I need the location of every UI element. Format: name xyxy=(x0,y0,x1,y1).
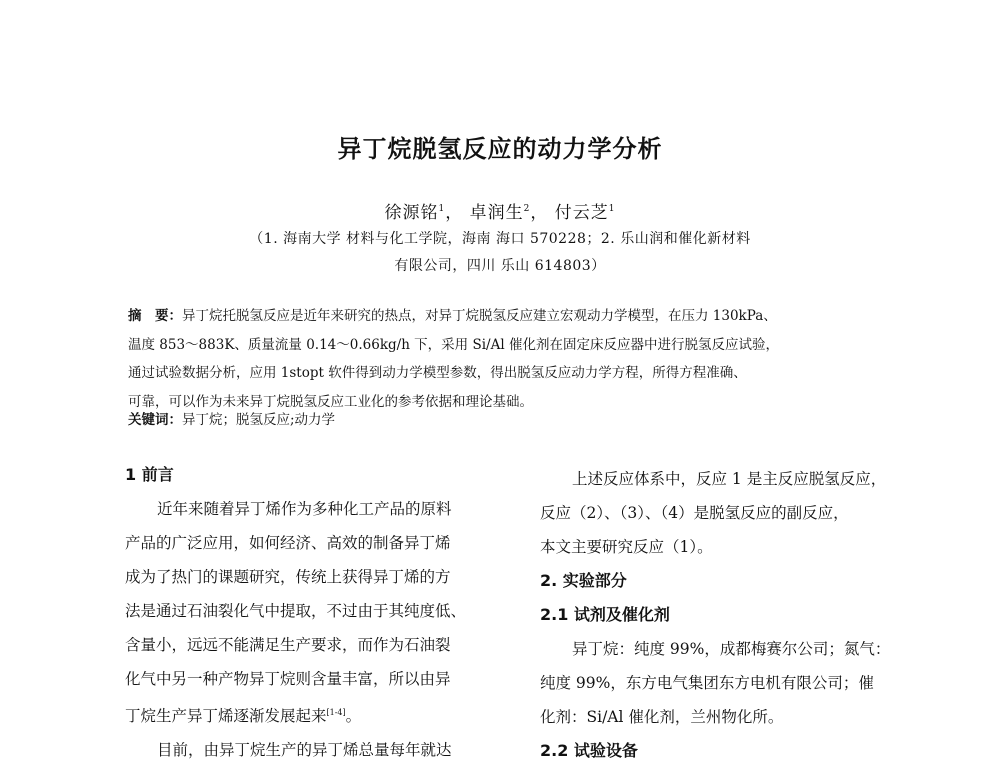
body-line: 化气中另一种产物异丁烷则含量丰富，所以由异 xyxy=(125,670,451,688)
left-column xyxy=(125,458,485,767)
body-line: 本文主要研究反应（1）。 xyxy=(540,538,713,556)
body-line: 异丁烷：纯度 99%，成都梅赛尔公司；氮气： xyxy=(572,640,891,658)
author-name: 付云芝 xyxy=(554,203,609,223)
abstract-text: 异丁烷托脱氢反应是近年来研究的热点，对异丁烷脱氢反应建立宏观动力学模型，在压力 130kPa、 xyxy=(182,308,777,324)
body-line: 近年来随着异丁烯作为多种化工产品的原料 xyxy=(157,500,452,518)
abstract-line: 可靠，可以作为未来异丁烷脱氢反应工业化的参考依据和理论基础。 xyxy=(128,393,533,410)
author-affil-mark: 2 xyxy=(523,204,531,214)
affiliation-line-1: （1. 海南大学 材料与化工学院，海南 海口 570228；2. 乐山润和催化新材料 xyxy=(249,231,751,247)
abstract-label: 摘 要： xyxy=(128,308,182,324)
body-text: 丁烷生产异丁烯逐渐发展起来 xyxy=(125,707,327,725)
section-heading: 1 前言 xyxy=(125,465,174,484)
right-column xyxy=(540,462,900,768)
paper-title: 异丁烷脱氢反应的动力学分析 xyxy=(337,135,663,163)
body-line: 反应（2）、（3）、（4）是脱氢反应的副反应， xyxy=(540,504,849,522)
author-affil-mark: 1 xyxy=(438,204,446,214)
abstract xyxy=(128,302,888,416)
keywords-label: 关键词： xyxy=(128,412,182,428)
author-list xyxy=(0,198,1000,223)
subsection-heading: 2.1 试剂及催化剂 xyxy=(540,605,670,624)
abstract-line xyxy=(128,302,888,331)
body-line: 纯度 99%，东方电气集团东方电机有限公司；催 xyxy=(540,674,874,692)
body-line: 产品的广泛应用，如何经济、高效的制备异丁烯 xyxy=(125,534,451,552)
keywords xyxy=(128,408,335,428)
body-line: 目前，由异丁烷生产的异丁烯总量每年就达 xyxy=(157,741,452,759)
body-line: 化剂：Si/Al 催化剂，兰州物化所。 xyxy=(540,708,784,726)
body-line: 含量小，远远不能满足生产要求，而作为石油裂 xyxy=(125,636,451,654)
affiliation-line-2: 有限公司，四川 乐山 614803） xyxy=(394,258,606,274)
author-name: 徐源铭 xyxy=(384,203,439,223)
abstract-line: 温度 853～883K、质量流量 0.14～0.66kg/h 下，采用 Si/Al 催化剂在固定床反应器中进行脱氢反应试验， xyxy=(128,336,779,353)
author-affil-mark: 1 xyxy=(608,204,616,214)
author-separator: ， xyxy=(530,203,549,223)
body-line xyxy=(125,696,485,733)
subsection-heading: 2.2 试验设备 xyxy=(540,741,638,760)
abstract-line: 通过试验数据分析，应用 1stopt 软件得到动力学模型参数，得出脱氢反应动力学方程，所得方程准确、 xyxy=(128,365,747,381)
citation-ref: [1-4] xyxy=(326,708,346,717)
body-line: 成为了热门的课题研究，传统上获得异丁烯的方 xyxy=(125,568,451,586)
keywords-text: 异丁烷；脱氢反应;动力学 xyxy=(182,412,336,428)
section-heading: 2. 实验部分 xyxy=(540,571,627,590)
body-text: 。 xyxy=(345,707,362,725)
author-name: 卓润生 xyxy=(469,203,524,223)
body-line: 上述反应体系中，反应 1 是主反应脱氢反应， xyxy=(572,470,887,488)
author-separator: ， xyxy=(445,203,464,223)
body-line: 法是通过石油裂化气中提取，不过由于其纯度低、 xyxy=(125,602,467,620)
